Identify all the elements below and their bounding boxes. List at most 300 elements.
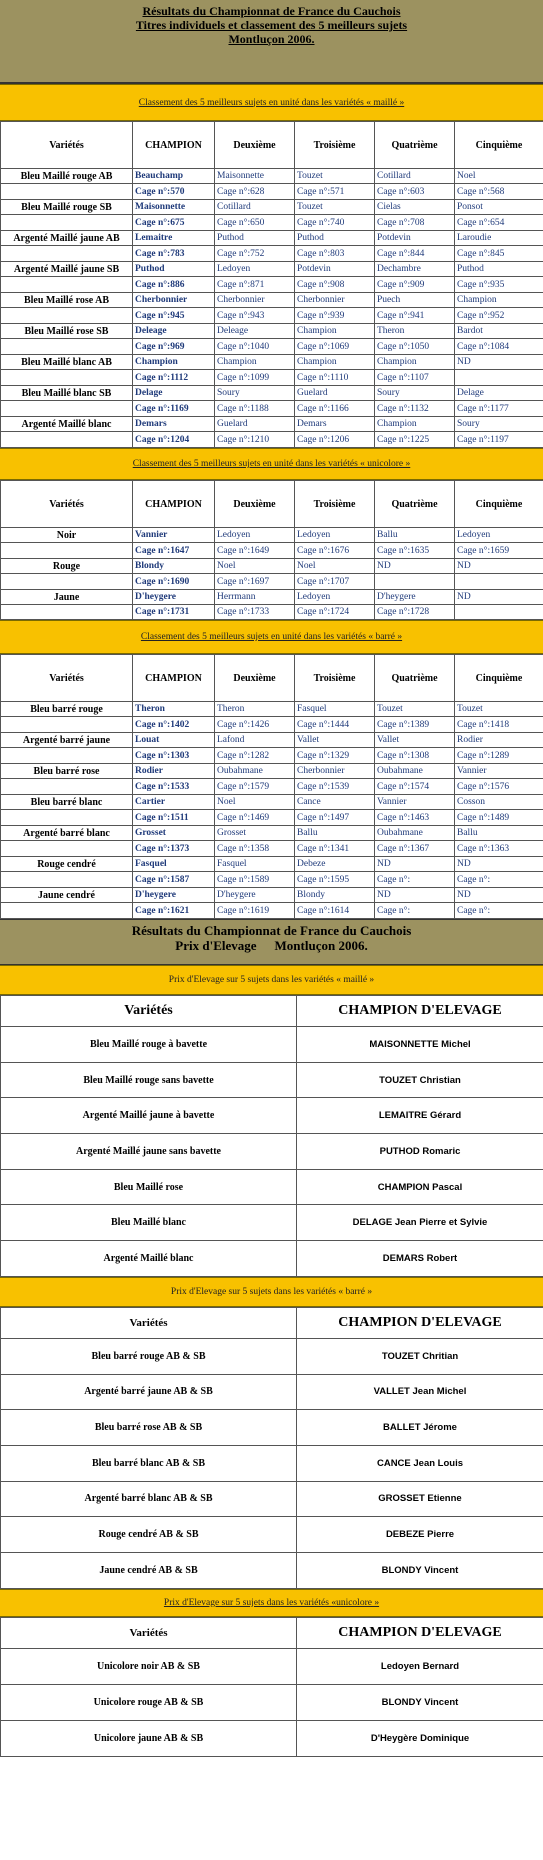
variety-cell: Bleu Maillé blanc AB [1, 355, 133, 370]
place-cage: Cage n°:1107 [375, 370, 455, 386]
variety-cell: Bleu barré rouge [1, 702, 133, 717]
variety-cell-blank [1, 605, 133, 620]
column-header-quatrieme: Quatrième [375, 655, 455, 702]
variety-cell: Bleu Maillé rouge AB [1, 169, 133, 184]
champion-name: Blondy [133, 559, 215, 574]
elevage-champion: GROSSET Etienne [297, 1481, 543, 1517]
place-cage: Cage n°:1206 [295, 432, 375, 448]
place-name: Cherbonnier [295, 293, 375, 308]
place-name: Champion [375, 355, 455, 370]
elevage-variety: Bleu barré blanc AB & SB [1, 1445, 297, 1481]
place-cage: Cage n°:1426 [215, 717, 295, 733]
place-name: Bardot [455, 324, 543, 339]
table-header-row [1, 122, 543, 169]
elevage-row [1, 1241, 543, 1277]
place-name: Noel [295, 559, 375, 574]
place-cage: Cage n°:1579 [215, 779, 295, 795]
place-cage: Cage n°:1188 [215, 401, 295, 417]
champion-cage: Cage n°:1647 [133, 543, 215, 559]
variety-cell: Bleu Maillé rouge SB [1, 200, 133, 215]
place-name: ND [375, 857, 455, 872]
section-title: Classement des 5 meilleurs sujets en unité dans les variétés « maillé » [138, 97, 405, 108]
place-name: ND [455, 559, 543, 574]
elevage-row [1, 1517, 543, 1553]
table-row-cage [1, 184, 543, 200]
place-cage: Cage n°:1444 [295, 717, 375, 733]
place-cage: Cage n°:1358 [215, 841, 295, 857]
place-name: Oubahmane [215, 764, 295, 779]
place-name: Champion [455, 293, 543, 308]
place-name: Champion [375, 417, 455, 432]
champion-cage: Cage n°:1533 [133, 779, 215, 795]
elevage-variety: Bleu Maillé rouge à bavette [1, 1027, 297, 1063]
place-name: Guelard [295, 386, 375, 401]
champion-cage: Cage n°:1303 [133, 748, 215, 764]
variety-cell-blank [1, 903, 133, 919]
place-cage: Cage n°: [375, 872, 455, 888]
column-header-champion: CHAMPION [133, 481, 215, 528]
table-row [1, 386, 543, 401]
elevage-table [0, 995, 543, 1277]
elevage-header-row [1, 996, 543, 1027]
table-row-cage [1, 779, 543, 795]
place-name: Fasquel [295, 702, 375, 717]
place-cage: Cage n°:952 [455, 308, 543, 324]
champion-cage: Cage n°:1204 [133, 432, 215, 448]
place-cage: Cage n°:1469 [215, 810, 295, 826]
table-row-cage [1, 872, 543, 888]
place-name: Cotillard [375, 169, 455, 184]
place-cage: Cage n°:1289 [455, 748, 543, 764]
elevage-row [1, 1338, 543, 1374]
elevage-title: Prix d'Elevage sur 5 sujets dans les variétés « maillé » [168, 975, 375, 985]
table-row [1, 888, 543, 903]
place-cage: Cage n°:1497 [295, 810, 375, 826]
column-header-champion: CHAMPION [133, 655, 215, 702]
place-cage: Cage n°:1418 [455, 717, 543, 733]
place-cage: Cage n°:1050 [375, 339, 455, 355]
header-place-year: Montluçon 2006. [228, 32, 315, 46]
place-cage: Cage n°:844 [375, 246, 455, 262]
elevage-row [1, 1374, 543, 1410]
page-header [0, 0, 543, 84]
table-row [1, 764, 543, 779]
variety-cell: Jaune cendré [1, 888, 133, 903]
elevage-champion: CHAMPION Pascal [297, 1169, 543, 1205]
place-name: Champion [295, 324, 375, 339]
variety-cell: Argenté Maillé blanc [1, 417, 133, 432]
champion-cage: Cage n°:1690 [133, 574, 215, 590]
elevage-variety: Argenté Maillé blanc [1, 1241, 297, 1277]
column-header-deuxieme: Deuxième [215, 655, 295, 702]
champion-cage: Cage n°:945 [133, 308, 215, 324]
place-name: ND [455, 355, 543, 370]
variety-cell: Argenté Maillé jaune SB [1, 262, 133, 277]
elevage-row [1, 1552, 543, 1588]
place-name: Noel [455, 169, 543, 184]
place-name: Ledoyen [455, 528, 543, 543]
place-cage: Cage n°:650 [215, 215, 295, 231]
variety-cell: Bleu barré rose [1, 764, 133, 779]
ranking-table [0, 121, 543, 448]
champion-cage: Cage n°:969 [133, 339, 215, 355]
table-row-cage [1, 605, 543, 620]
elevage-band [0, 1277, 543, 1307]
column-header-quatrieme: Quatrième [375, 122, 455, 169]
table-row [1, 231, 543, 246]
place-cage [455, 605, 543, 620]
place-name: Ledoyen [215, 528, 295, 543]
table-row-cage [1, 370, 543, 386]
place-name: Delage [455, 386, 543, 401]
champion-name: Beauchamp [133, 169, 215, 184]
elevage-header-title: Résultats du Championnat de France du Cauchois [131, 923, 412, 938]
place-cage: Cage n°:908 [295, 277, 375, 293]
place-cage: Cage n°:803 [295, 246, 375, 262]
table-row-cage [1, 543, 543, 559]
place-cage: Cage n°:1177 [455, 401, 543, 417]
place-cage: Cage n°:1225 [375, 432, 455, 448]
table-row-cage [1, 308, 543, 324]
place-name: Vannier [375, 795, 455, 810]
place-cage: Cage n°:654 [455, 215, 543, 231]
elevage-variety: Unicolore noir AB & SB [1, 1648, 297, 1684]
champion-cage: Cage n°:1731 [133, 605, 215, 620]
place-name: Rodier [455, 733, 543, 748]
place-cage: Cage n°:1574 [375, 779, 455, 795]
section-band [0, 84, 543, 121]
champion-name: Rodier [133, 764, 215, 779]
champion-cage: Cage n°:886 [133, 277, 215, 293]
variety-cell-blank [1, 810, 133, 826]
place-cage: Cage n°: [455, 903, 543, 919]
variety-cell-blank [1, 432, 133, 448]
elevage-champion: MAISONNETTE Michel [297, 1027, 543, 1063]
variety-cell: Argenté Maillé jaune AB [1, 231, 133, 246]
ranking-table [0, 654, 543, 919]
place-cage: Cage n°:1166 [295, 401, 375, 417]
elevage-variety: Bleu Maillé blanc [1, 1205, 297, 1241]
elevage-header-row [1, 1307, 543, 1338]
elevage-header-row [1, 1617, 543, 1648]
place-name: Touzet [455, 702, 543, 717]
place-cage [375, 574, 455, 590]
elevage-title: Prix d'Elevage sur 5 sujets dans les variétés « barré » [170, 1286, 373, 1297]
column-header-varietes: Variétés [1, 122, 133, 169]
variety-cell-blank [1, 872, 133, 888]
place-name: Cherbonnier [295, 764, 375, 779]
place-name: Ledoyen [295, 590, 375, 605]
elevage-champion: BLONDY Vincent [297, 1684, 543, 1720]
place-cage: Cage n°: [375, 903, 455, 919]
place-cage: Cage n°:1040 [215, 339, 295, 355]
place-cage: Cage n°:939 [295, 308, 375, 324]
elevage-col-champion: CHAMPION D'ELEVAGE [297, 1307, 543, 1338]
place-cage: Cage n°:1210 [215, 432, 295, 448]
variety-cell-blank [1, 277, 133, 293]
place-cage: Cage n°:1308 [375, 748, 455, 764]
header-subtitle: Titres individuels et classement des 5 meilleurs sujets [135, 18, 408, 32]
variety-cell-blank [1, 574, 133, 590]
variety-cell-blank [1, 370, 133, 386]
elevage-variety: Rouge cendré AB & SB [1, 1517, 297, 1553]
variety-cell-blank [1, 184, 133, 200]
elevage-row [1, 1445, 543, 1481]
place-name: D'heygere [215, 888, 295, 903]
place-name: Touzet [295, 169, 375, 184]
table-row [1, 324, 543, 339]
variety-cell-blank [1, 246, 133, 262]
place-name: Ballu [455, 826, 543, 841]
elevage-champion: VALLET Jean Michel [297, 1374, 543, 1410]
place-name: Cotillard [215, 200, 295, 215]
champion-cage: Cage n°:675 [133, 215, 215, 231]
elevage-champion: DEBEZE Pierre [297, 1517, 543, 1553]
place-cage: Cage n°:1099 [215, 370, 295, 386]
variety-cell-blank [1, 748, 133, 764]
table-row [1, 559, 543, 574]
elevage-row [1, 1720, 543, 1756]
section-band [0, 620, 543, 654]
place-name: D'heygere [375, 590, 455, 605]
column-header-cinquieme: Cinquième [455, 655, 543, 702]
place-name: Lafond [215, 733, 295, 748]
column-header-troisieme: Troisième [295, 655, 375, 702]
place-name: ND [455, 857, 543, 872]
place-name: Cosson [455, 795, 543, 810]
elevage-champion: CANCE Jean Louis [297, 1445, 543, 1481]
champion-name: Deleage [133, 324, 215, 339]
place-cage: Cage n°:1707 [295, 574, 375, 590]
elevage-champion: LEMAITRE Gérard [297, 1098, 543, 1134]
champion-name: Cartier [133, 795, 215, 810]
variety-cell: Bleu Maillé blanc SB [1, 386, 133, 401]
elevage-row [1, 1410, 543, 1446]
champion-cage: Cage n°:783 [133, 246, 215, 262]
elevage-col-varietes: Variétés [1, 1307, 297, 1338]
place-name: Puech [375, 293, 455, 308]
place-name: Noel [215, 795, 295, 810]
table-row [1, 262, 543, 277]
sections [0, 84, 543, 919]
place-cage [455, 574, 543, 590]
variety-cell: Rouge cendré [1, 857, 133, 872]
column-header-cinquieme: Cinquième [455, 481, 543, 528]
champion-cage: Cage n°:1511 [133, 810, 215, 826]
column-header-deuxieme: Deuxième [215, 122, 295, 169]
place-cage: Cage n°:1489 [455, 810, 543, 826]
place-cage: Cage n°:1084 [455, 339, 543, 355]
elevage-row [1, 1205, 543, 1241]
table-row-cage [1, 277, 543, 293]
place-cage: Cage n°:1110 [295, 370, 375, 386]
place-cage: Cage n°:740 [295, 215, 375, 231]
table-row [1, 417, 543, 432]
place-name: Ledoyen [295, 528, 375, 543]
elevage-variety: Unicolore rouge AB & SB [1, 1684, 297, 1720]
place-cage: Cage n°:571 [295, 184, 375, 200]
champion-name: Grosset [133, 826, 215, 841]
place-cage: Cage n°:845 [455, 246, 543, 262]
column-header-varietes: Variétés [1, 481, 133, 528]
table-row [1, 528, 543, 543]
header-title: Résultats du Championnat de France du Cauchois [142, 4, 401, 18]
place-name: Champion [215, 355, 295, 370]
elevage-col-champion: CHAMPION D'ELEVAGE [297, 1617, 543, 1648]
place-name: Debeze [295, 857, 375, 872]
elevage-row [1, 1481, 543, 1517]
place-cage: Cage n°:909 [375, 277, 455, 293]
elevage-variety: Argenté barré blanc AB & SB [1, 1481, 297, 1517]
place-name: Herrmann [215, 590, 295, 605]
place-name: Blondy [295, 888, 375, 903]
place-cage: Cage n°:1282 [215, 748, 295, 764]
variety-cell-blank [1, 543, 133, 559]
variety-cell: Bleu Maillé rose SB [1, 324, 133, 339]
column-header-troisieme: Troisième [295, 122, 375, 169]
elevage-variety: Jaune cendré AB & SB [1, 1552, 297, 1588]
column-header-deuxieme: Deuxième [215, 481, 295, 528]
place-name: Theron [215, 702, 295, 717]
place-cage: Cage n°:1389 [375, 717, 455, 733]
place-name: Fasquel [215, 857, 295, 872]
place-cage: Cage n°:1659 [455, 543, 543, 559]
table-row [1, 826, 543, 841]
elevage-col-varietes: Variétés [1, 996, 297, 1027]
table-row [1, 293, 543, 308]
place-cage: Cage n°:1728 [375, 605, 455, 620]
column-header-varietes: Variétés [1, 655, 133, 702]
table-row [1, 795, 543, 810]
place-name: Vallet [375, 733, 455, 748]
variety-cell: Jaune [1, 590, 133, 605]
place-cage: Cage n°:1363 [455, 841, 543, 857]
place-cage: Cage n°:1724 [295, 605, 375, 620]
place-name: Puthod [215, 231, 295, 246]
table-row-cage [1, 574, 543, 590]
variety-cell-blank [1, 215, 133, 231]
place-name: Theron [375, 324, 455, 339]
elevage-variety: Argenté Maillé jaune à bavette [1, 1098, 297, 1134]
champion-name: D'heygere [133, 590, 215, 605]
champion-name: Louat [133, 733, 215, 748]
elevage-champion: D'Heygère Dominique [297, 1720, 543, 1756]
place-name: Ballu [375, 528, 455, 543]
place-cage: Cage n°:871 [215, 277, 295, 293]
place-cage: Cage n°:935 [455, 277, 543, 293]
place-name: Potdevin [295, 262, 375, 277]
champion-cage: Cage n°:1169 [133, 401, 215, 417]
place-name: Cielas [375, 200, 455, 215]
champion-cage: Cage n°:1587 [133, 872, 215, 888]
elevage-row [1, 1134, 543, 1170]
champion-name: Vannier [133, 528, 215, 543]
variety-cell: Argenté barré jaune [1, 733, 133, 748]
place-name: Vallet [295, 733, 375, 748]
place-cage: Cage n°:1614 [295, 903, 375, 919]
place-name: Touzet [295, 200, 375, 215]
champion-cage: Cage n°:1112 [133, 370, 215, 386]
section-title: Classement des 5 meilleurs sujets en unité dans les variétés « barré » [140, 632, 403, 642]
table-header-row [1, 481, 543, 528]
place-cage: Cage n°:1539 [295, 779, 375, 795]
place-name: Guelard [215, 417, 295, 432]
variety-cell-blank [1, 717, 133, 733]
elevage-header [0, 919, 543, 965]
place-name: Cherbonnier [215, 293, 295, 308]
variety-cell-blank [1, 779, 133, 795]
table-row-cage [1, 215, 543, 231]
section-band [0, 448, 543, 480]
elevage-champion: TOUZET Chritian [297, 1338, 543, 1374]
place-cage: Cage n°:1733 [215, 605, 295, 620]
table-row-cage [1, 432, 543, 448]
place-name: Maisonnette [215, 169, 295, 184]
elevage-champion: DELAGE Jean Pierre et Sylvie [297, 1205, 543, 1241]
elevage-champion: BLONDY Vincent [297, 1552, 543, 1588]
variety-cell: Rouge [1, 559, 133, 574]
champion-name: Demars [133, 417, 215, 432]
column-header-troisieme: Troisième [295, 481, 375, 528]
champion-name: Delage [133, 386, 215, 401]
place-name: ND [455, 888, 543, 903]
champion-cage: Cage n°:570 [133, 184, 215, 200]
elevage-champion: BALLET Jérome [297, 1410, 543, 1446]
variety-cell: Argenté barré blanc [1, 826, 133, 841]
place-cage: Cage n°:941 [375, 308, 455, 324]
place-cage: Cage n°:1463 [375, 810, 455, 826]
elevage-band [0, 1589, 543, 1617]
elevage-champion: Ledoyen Bernard [297, 1648, 543, 1684]
place-cage: Cage n°:1595 [295, 872, 375, 888]
place-cage: Cage n°:1341 [295, 841, 375, 857]
place-cage: Cage n°:1132 [375, 401, 455, 417]
column-header-champion: CHAMPION [133, 122, 215, 169]
table-row [1, 200, 543, 215]
elevage-header-place: Montluçon 2006. [274, 938, 368, 953]
place-cage [455, 370, 543, 386]
variety-cell: Bleu Maillé rose AB [1, 293, 133, 308]
elevage-header-subline [0, 938, 543, 953]
table-row-cage [1, 748, 543, 764]
elevage-row [1, 1648, 543, 1684]
place-cage: Cage n°:1589 [215, 872, 295, 888]
elevage-header-prize: Prix d'Elevage [175, 938, 257, 953]
elevage-champion: DEMARS Robert [297, 1241, 543, 1277]
place-cage: Cage n°:1197 [455, 432, 543, 448]
table-row [1, 857, 543, 872]
place-cage: Cage n°:603 [375, 184, 455, 200]
elevage-table [0, 1617, 543, 1757]
table-row-cage [1, 717, 543, 733]
section-title: Classement des 5 meilleurs sujets en unité dans les variétés « unicolore » [132, 459, 411, 469]
champion-name: Maisonnette [133, 200, 215, 215]
elevage-variety: Bleu Maillé rouge sans bavette [1, 1062, 297, 1098]
place-cage: Cage n°:943 [215, 308, 295, 324]
elevage-row [1, 1027, 543, 1063]
table-row-cage [1, 903, 543, 919]
elevage-band [0, 965, 543, 995]
champion-cage: Cage n°:1402 [133, 717, 215, 733]
place-name: Dechambre [375, 262, 455, 277]
champion-name: Theron [133, 702, 215, 717]
place-cage: Cage n°:1649 [215, 543, 295, 559]
table-row [1, 590, 543, 605]
table-row-cage [1, 246, 543, 262]
place-name: Demars [295, 417, 375, 432]
place-cage: Cage n°:628 [215, 184, 295, 200]
place-cage: Cage n°: [455, 872, 543, 888]
